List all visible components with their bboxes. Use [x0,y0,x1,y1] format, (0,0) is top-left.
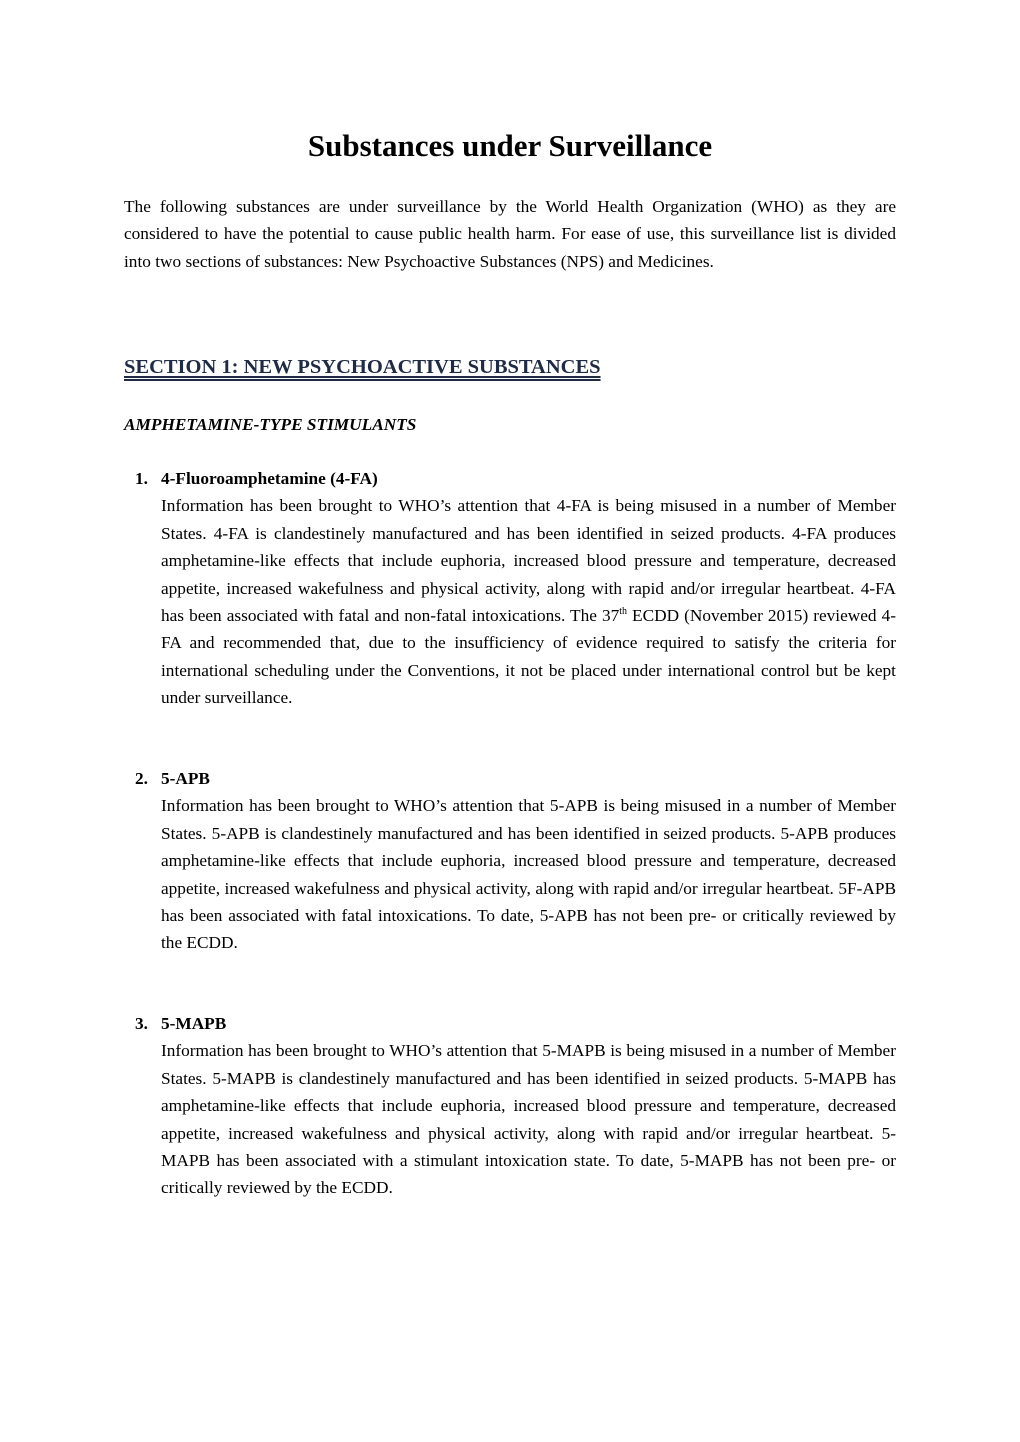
list-item-5apb [124,765,896,957]
item-number: 2. [135,769,148,788]
item-body: Information has been brought to WHO’s attention that 5-MAPB is being misused in a number of Member States. 5-MAPB is clandestinely manufactured and has been identified in seized products. 5-MAPB has amphetamine-like effects that include euphoria, increased blood pressure and temperature, decreased appetite, increased wakefulness and physical activity, along with rapid and/or irregular heartbeat. 5-MAPB has been associated with a stimulant intoxication state. To date, 5-MAPB has not been pre- or critically reviewed by the ECDD. [161,1041,896,1198]
document-title: Substances under Surveillance [307,128,713,163]
item-header [124,1010,896,1037]
list-item-4fa [124,465,896,712]
ordinal-superscript: th [619,606,628,618]
item-body: Information has been brought to WHO’s attention that 4-FA is being misused in a number of Member States. 4-FA is clandestinely manufactured and has been identified in seized products. 4-FA produces amphetamine-like effects that include euphoria, increased blood pressure and temperature, decreased appetite, increased wakefulness and physical activity, along with rapid and/or irregular heartbeat. 4-FA has been associated with fatal and non-fatal intoxications. The 37th ECDD (November 2015) reviewed 4-FA and recommended that, due to the insufficiency of evidence required to satisfy the criteria for international scheduling under the Conventions, it not be placed under international control but be kept under surveillance. [161,496,896,708]
item-number: 3. [135,1014,148,1033]
list-item-5mapb [124,1010,896,1202]
item-body: Information has been brought to WHO’s attention that 5-APB is being misused in a number of Member States. 5-APB is clandestinely manufactured and has been identified in seized products. 5-APB produces amphetamine-like effects that include euphoria, increased blood pressure and temperature, decreased appetite, increased wakefulness and physical activity, along with rapid and/or irregular heartbeat. 5F-APB has been associated with fatal intoxications. To date, 5-APB has not been pre- or critically reviewed by the ECDD. [161,796,896,953]
item-title: 5-MAPB [161,1014,227,1033]
item-header [124,765,896,792]
intro-paragraph: The following substances are under surveillance by the World Health Organization (WHO) as they are considered to have the potential to cause public health harm. For ease of use, this surveillance list is divided into two sections of substances: New Psychoactive Substances (NPS) and Medicines. [124,197,896,271]
section-heading: SECTION 1: NEW PSYCHOACTIVE SUBSTANCES [124,356,601,378]
item-header [124,465,896,492]
item-title: 4-Fluoroamphetamine (4-FA) [161,469,378,488]
item-number: 1. [135,469,148,488]
item-title: 5-APB [161,769,210,788]
subsection-heading: AMPHETAMINE-TYPE STIMULANTS [124,415,417,434]
